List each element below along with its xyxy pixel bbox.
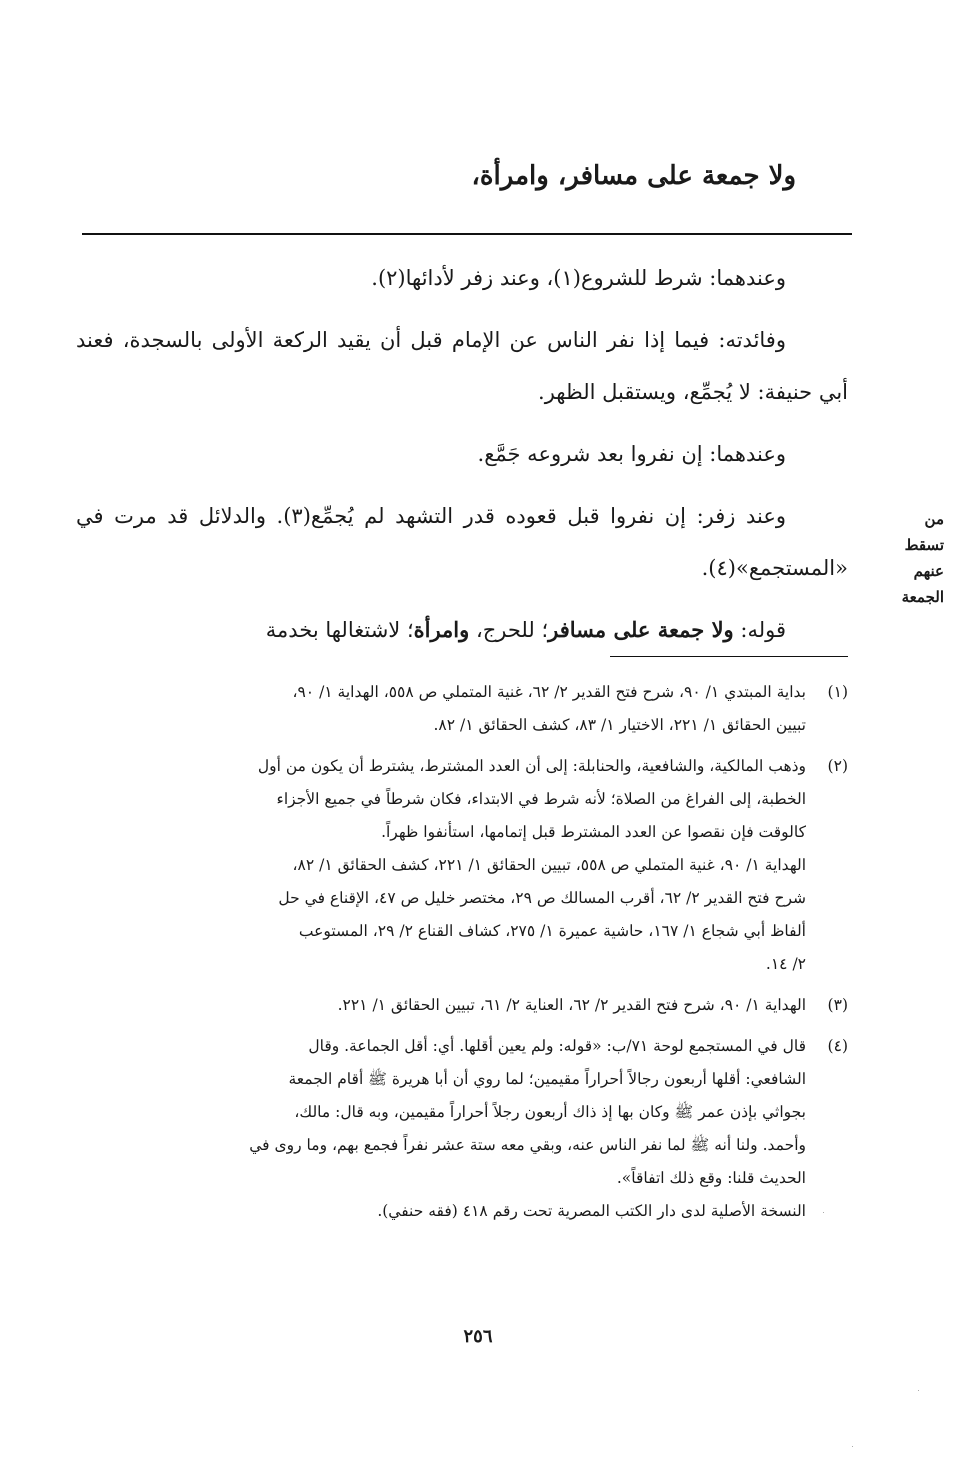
footnote-line: قال في المستجمع لوحة ٧١/ب: «قوله: ولم يعين أقلها. أي: أقل الجماعة. وقال bbox=[308, 1037, 806, 1055]
paragraph-5-bold-phrase: ولا جمعة على مسافر bbox=[548, 617, 734, 642]
paragraph-2: وفائدته: فيما إذا نفر الناس عن الإمام قبل أن يقيد الركعة الأولى بالسجدة، فعند أبي حنيفة: لا يُجمِّع، ويستقبل الظهر. bbox=[76, 328, 848, 404]
footnote-2 bbox=[78, 750, 848, 981]
footnote-line: الهداية ١/ ٩٠، غنية المتملي ص ٥٥٨، تبيين الحقائق ١/ ٢٢١، كشف الحقائق ١/ ٨٢، bbox=[292, 856, 806, 874]
footnote-line: الشافعي: أقلها أربعون رجالاً أحراراً مقيمين؛ لما روي أن أبا هريرة ﷺ أقام الجمعة bbox=[288, 1070, 806, 1088]
paragraph-4: وعند زفر: إن نفروا قبل قعوده قدر التشهد لم يُجمِّع(٣). والدلائل قد مرت في «المستجمع»(٤). bbox=[76, 504, 848, 580]
footnote-line: وذهب المالكية، والشافعية، والحنابلة: إلى أن العدد المشترط، يشترط أن يكون من أول bbox=[257, 757, 806, 775]
paragraph-5-lead: قوله: bbox=[733, 618, 786, 642]
footnote-line: الحديث قلنا: وقع ذلك اتفاقاً». bbox=[616, 1169, 806, 1187]
margin-note-line: من bbox=[924, 510, 944, 528]
paragraph-1: وعندهما: شرط للشروع(١)، وعند زفر لأدائها(٢). bbox=[371, 266, 786, 290]
footnote-number: (١) bbox=[827, 683, 848, 701]
footnote-line: كالوقت فإن نقصوا عن العدد المشترط قبل إتمامها، استأنفوا ظهراً. bbox=[381, 823, 806, 841]
paragraph-3: وعندهما: إن نفروا بعد شروعه جَمَّع. bbox=[477, 442, 786, 466]
footnote-number: (٣) bbox=[827, 996, 848, 1014]
margin-note-line: تسقط bbox=[904, 536, 944, 554]
scan-speck bbox=[852, 1446, 853, 1447]
paragraph-5-tail: ؛ لاشتغالها بخدمة bbox=[265, 618, 414, 642]
header-rule bbox=[82, 233, 852, 235]
footnote-line: وأحمد. ولنا أنه ﷺ لما نفر الناس عنه، وبقي معه ستة عشر نفراً فجمع بهم، وما روى في bbox=[249, 1136, 806, 1154]
footnote-4 bbox=[78, 1030, 848, 1228]
footnote-3 bbox=[78, 989, 848, 1022]
paragraph-5-middle: ؛ للحرج، bbox=[469, 618, 549, 642]
scan-speck bbox=[918, 1390, 919, 1391]
footnote-line: تبيين الحقائق ١/ ٢٢١، الاختيار ١/ ٨٣، كشف الحقائق ١/ ٨٢. bbox=[433, 716, 806, 734]
footnote-line: الهداية ١/ ٩٠، شرح فتح القدير ٢/ ٦٢، العناية ٢/ ٦١، تبيين الحقائق ١/ ٢٢١. bbox=[337, 996, 806, 1014]
footnote-number: (٤) bbox=[827, 1037, 848, 1055]
main-text bbox=[76, 252, 848, 666]
footnote-line: بداية المبتدي ١/ ٩٠، شرح فتح القدير ٢/ ٦٢، غنية المتملي ص ٥٥٨، الهداية ١/ ٩٠، bbox=[292, 683, 806, 701]
footnote-line: بجواثي بإذن عمر ﷺ وكان بها إذ ذاك أربعون رجلاً أحراراً مقيمين، وبه قال: مالك، bbox=[294, 1103, 806, 1121]
footnote-separator bbox=[610, 656, 848, 657]
paragraph-5-bold-word: وامرأة bbox=[413, 617, 470, 642]
footnotes bbox=[78, 676, 848, 1236]
page-header-title: ولا جمعة على مسافر، وامرأة، bbox=[471, 161, 796, 191]
footnote-line: ٢/ ١٤. bbox=[765, 955, 806, 973]
page-number: ٢٥٦ bbox=[463, 1326, 493, 1347]
margin-note-line: الجمعة bbox=[901, 588, 944, 606]
margin-note-line: عنهم bbox=[913, 562, 944, 580]
footnote-line: شرح فتح القدير ٢/ ٦٢، أقرب المسالك ص ٢٩، مختصر خليل ص ٤٧، الإقناع في حل bbox=[278, 889, 806, 907]
footnote-number: (٢) bbox=[827, 757, 848, 775]
footnote-line: النسخة الأصلية لدى دار الكتب المصرية تحت رقم ٤١٨ (فقه حنفي). bbox=[377, 1202, 806, 1220]
footnote-line: ألفاظ أبي شجاع ١/ ١٦٧، حاشية عميرة ١/ ٢٧٥، كشاف القناع ٢/ ٢٩، المستوعب bbox=[298, 922, 806, 940]
footnote-1 bbox=[78, 676, 848, 742]
paragraph-5 bbox=[76, 604, 848, 656]
scan-speck bbox=[823, 1212, 824, 1213]
footnote-line: الخطبة، إلى الفراغ من الصلاة؛ لأنه شرط في الابتداء، فكان شرطاً في جميع الأجزاء bbox=[276, 790, 806, 808]
margin-note bbox=[874, 506, 944, 610]
